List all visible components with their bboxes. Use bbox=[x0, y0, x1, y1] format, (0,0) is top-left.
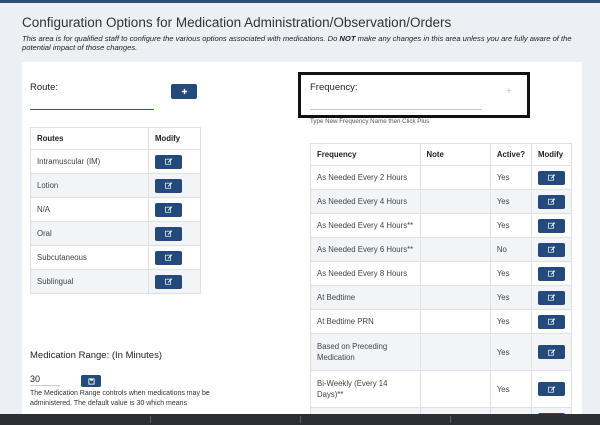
frequency-hint: Type New Frequency Name then Click Plus bbox=[310, 118, 430, 125]
frequency-name: As Needed Every 8 Hours bbox=[311, 262, 421, 286]
page-title: Configuration Options for Medication Administration/Observation/Orders bbox=[22, 15, 452, 30]
route-name: Subcutaneous bbox=[31, 246, 149, 270]
frequency-name: Based on Preceding Medication bbox=[311, 334, 421, 371]
frequency-modify-cell bbox=[532, 190, 572, 214]
route-row bbox=[31, 222, 201, 246]
edit-icon bbox=[165, 254, 173, 261]
routes-header-row bbox=[31, 128, 201, 150]
frequency-column-header: Frequency bbox=[311, 144, 421, 166]
frequency-row bbox=[311, 262, 572, 286]
edit-frequency-button[interactable] bbox=[538, 345, 565, 359]
route-name: Sublingual bbox=[31, 270, 149, 294]
frequency-name: At Bedtime PRN bbox=[311, 310, 421, 334]
edit-route-button[interactable] bbox=[155, 275, 182, 289]
frequency-header-row bbox=[311, 144, 572, 166]
edit-icon bbox=[165, 158, 173, 165]
medication-range-label: Medication Range: (In Minutes) bbox=[30, 350, 163, 361]
frequency-active: Yes bbox=[490, 166, 531, 190]
frequency-active: No bbox=[490, 238, 531, 262]
route-row bbox=[31, 174, 201, 198]
frequency-active: Yes bbox=[490, 214, 531, 238]
medication-range-input[interactable] bbox=[30, 372, 60, 386]
route-modify-cell bbox=[149, 246, 201, 270]
edit-icon bbox=[548, 270, 556, 277]
frequency-input[interactable] bbox=[310, 96, 482, 110]
frequency-row bbox=[311, 214, 572, 238]
route-name: Lotion bbox=[31, 174, 149, 198]
frequency-note bbox=[420, 238, 490, 262]
medication-range-help: The Medication Range controls when medications may be administered. The default value is 30 which means bbox=[30, 390, 210, 407]
route-row bbox=[31, 150, 201, 174]
routes-column-header: Routes bbox=[31, 128, 149, 150]
edit-frequency-button[interactable] bbox=[538, 291, 565, 305]
frequency-label: Frequency: bbox=[310, 82, 358, 93]
frequency-row bbox=[311, 310, 572, 334]
active-column-header: Active? bbox=[490, 144, 531, 166]
frequency-row bbox=[311, 166, 572, 190]
route-input[interactable] bbox=[30, 96, 154, 110]
edit-icon bbox=[165, 230, 173, 237]
edit-frequency-button[interactable] bbox=[538, 243, 565, 257]
frequency-name: At Bedtime bbox=[311, 286, 421, 310]
frequency-modify-cell bbox=[532, 238, 572, 262]
frequency-name: As Needed Every 6 Hours** bbox=[311, 238, 421, 262]
plus-icon bbox=[181, 88, 188, 95]
edit-icon bbox=[548, 294, 556, 301]
warning-text: This area is for qualified staff to configure the various options associated with medications. Do NOT make any changes in this area unless you are fully aware of the potential impact of those changes. bbox=[22, 34, 572, 52]
frequency-active: Yes bbox=[490, 190, 531, 214]
route-row bbox=[31, 198, 201, 222]
frequency-active: Yes bbox=[490, 286, 531, 310]
route-row bbox=[31, 270, 201, 294]
edit-icon bbox=[548, 222, 556, 229]
frequency-note bbox=[420, 334, 490, 371]
frequency-modify-cell bbox=[532, 371, 572, 408]
route-modify-cell bbox=[149, 198, 201, 222]
frequency-modify-cell bbox=[532, 310, 572, 334]
edit-route-button[interactable] bbox=[155, 203, 182, 217]
edit-route-button[interactable] bbox=[155, 179, 182, 193]
frequency-note bbox=[420, 214, 490, 238]
save-icon bbox=[88, 378, 95, 385]
routes-table bbox=[30, 127, 201, 294]
edit-icon bbox=[165, 206, 173, 213]
add-route-button[interactable] bbox=[171, 84, 197, 99]
route-modify-cell bbox=[149, 174, 201, 198]
frequency-active: Yes bbox=[490, 310, 531, 334]
frequency-row bbox=[311, 286, 572, 310]
frequency-note bbox=[420, 166, 490, 190]
route-name: Oral bbox=[31, 222, 149, 246]
frequency-modify-cell bbox=[532, 286, 572, 310]
frequency-name: As Needed Every 4 Hours bbox=[311, 190, 421, 214]
edit-frequency-button[interactable] bbox=[538, 382, 565, 396]
edit-frequency-button[interactable] bbox=[538, 315, 565, 329]
frequency-name: As Needed Every 4 Hours** bbox=[311, 214, 421, 238]
frequency-note bbox=[420, 286, 490, 310]
edit-frequency-button[interactable] bbox=[538, 171, 565, 185]
save-range-button[interactable] bbox=[81, 375, 101, 387]
edit-icon bbox=[548, 174, 556, 181]
frequency-note bbox=[420, 262, 490, 286]
frequency-row bbox=[311, 238, 572, 262]
edit-icon bbox=[548, 349, 556, 356]
edit-icon bbox=[548, 198, 556, 205]
edit-icon bbox=[165, 278, 173, 285]
edit-icon bbox=[548, 386, 556, 393]
bottom-bar bbox=[0, 414, 600, 425]
frequency-note bbox=[420, 190, 490, 214]
frequency-modify-cell bbox=[532, 334, 572, 371]
edit-icon bbox=[165, 182, 173, 189]
frequency-row bbox=[311, 190, 572, 214]
add-frequency-button[interactable]: + bbox=[506, 86, 512, 97]
modify-column-header: Modify bbox=[532, 144, 572, 166]
edit-route-button[interactable] bbox=[155, 155, 182, 169]
frequency-input-group bbox=[298, 72, 530, 118]
route-row bbox=[31, 246, 201, 270]
top-bar bbox=[0, 0, 600, 3]
frequency-modify-cell bbox=[532, 214, 572, 238]
route-name: N/A bbox=[31, 198, 149, 222]
frequency-active: Yes bbox=[490, 371, 531, 408]
frequency-name: Bi-Weekly (Every 14 Days)** bbox=[311, 371, 421, 408]
route-label: Route: bbox=[30, 82, 58, 93]
edit-frequency-button[interactable] bbox=[538, 195, 565, 209]
frequency-modify-cell bbox=[532, 166, 572, 190]
frequency-name: As Needed Every 2 Hours bbox=[311, 166, 421, 190]
note-column-header: Note bbox=[420, 144, 490, 166]
route-modify-cell bbox=[149, 222, 201, 246]
frequency-active: Yes bbox=[490, 334, 531, 371]
route-name: Intramuscular (IM) bbox=[31, 150, 149, 174]
edit-route-button[interactable] bbox=[155, 227, 182, 241]
frequency-modify-cell bbox=[532, 262, 572, 286]
route-modify-cell bbox=[149, 150, 201, 174]
edit-route-button[interactable] bbox=[155, 251, 182, 265]
route-modify-cell bbox=[149, 270, 201, 294]
edit-icon bbox=[548, 318, 556, 325]
frequency-row bbox=[311, 334, 572, 371]
frequency-active: Yes bbox=[490, 262, 531, 286]
edit-frequency-button[interactable] bbox=[538, 267, 565, 281]
frequency-row bbox=[311, 371, 572, 408]
frequency-note bbox=[420, 371, 490, 408]
edit-frequency-button[interactable] bbox=[538, 219, 565, 233]
edit-icon bbox=[548, 246, 556, 253]
modify-column-header: Modify bbox=[149, 128, 201, 150]
frequency-table bbox=[310, 143, 572, 425]
frequency-note bbox=[420, 310, 490, 334]
